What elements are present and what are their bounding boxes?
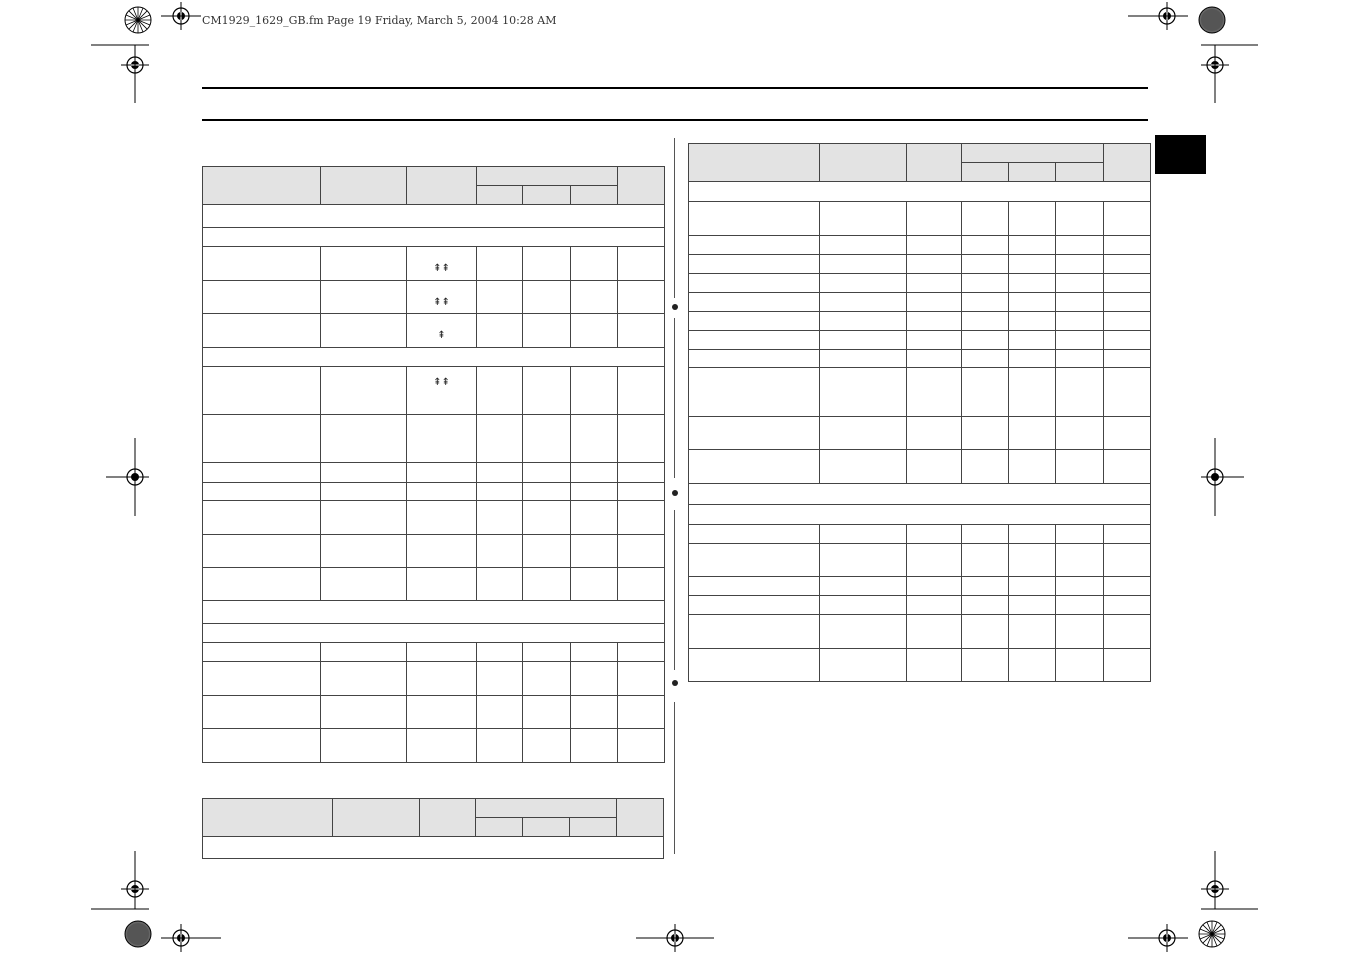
- table-row: [203, 568, 665, 601]
- table-row: [689, 450, 1151, 484]
- table-row: [689, 577, 1151, 596]
- header-cell: [321, 167, 407, 205]
- column-divider-upper: [674, 138, 675, 298]
- table-row: [203, 662, 665, 696]
- table-row: [689, 350, 1151, 368]
- header-cell-group: [477, 167, 618, 186]
- header-cell: [618, 167, 665, 205]
- header-cell: [203, 167, 321, 205]
- table-row: [689, 417, 1151, 450]
- section-row: [689, 182, 1151, 202]
- header-subcell: [477, 186, 523, 205]
- table-row: [689, 331, 1151, 350]
- column-divider-mid2: [674, 510, 675, 670]
- table-row: [689, 293, 1151, 312]
- right-cooking-table: [688, 143, 1151, 682]
- header-subcell: [523, 186, 571, 205]
- table-row: [203, 247, 665, 281]
- header-cell: [407, 167, 477, 205]
- table-row: [203, 483, 665, 501]
- table-row: [689, 368, 1151, 417]
- column-divider-lower: [674, 702, 675, 854]
- table-row: [689, 615, 1151, 649]
- table-row: [203, 501, 665, 535]
- left-cooking-table: [202, 166, 665, 763]
- table-row: [689, 255, 1151, 274]
- bullet-1: [672, 304, 678, 310]
- section-row: [203, 205, 665, 228]
- table-row: [203, 643, 665, 662]
- file-slug: CM1929_1629_GB.fm Page 19 Friday, March 5, 2004 10:28 AM: [202, 14, 557, 27]
- table-row: [689, 649, 1151, 682]
- table-row: [203, 535, 665, 568]
- accessory-symbol: ⇞⇞: [433, 263, 450, 274]
- table-row: [689, 202, 1151, 236]
- accessory-symbol: ⇞⇞: [433, 296, 450, 308]
- table-row: [203, 314, 665, 348]
- table-row: [689, 596, 1151, 615]
- bullet-3: [672, 680, 678, 686]
- second-rule: [202, 119, 1148, 121]
- table-row: [203, 729, 665, 763]
- table-row: [203, 367, 665, 415]
- section-row: [203, 601, 665, 624]
- table-row: [689, 525, 1151, 544]
- table-row: [203, 415, 665, 463]
- section-row: [203, 348, 665, 367]
- section-row: [689, 505, 1151, 525]
- column-divider-mid1: [674, 318, 675, 478]
- table-row: [203, 463, 665, 483]
- top-rule: [202, 87, 1148, 89]
- table-row: [203, 281, 665, 314]
- header-subcell: [571, 186, 618, 205]
- table-row: [689, 544, 1151, 577]
- table-row: [689, 312, 1151, 331]
- accessory-symbol: ⇞⇞: [433, 377, 450, 388]
- section-row: [689, 484, 1151, 505]
- section-row: [203, 837, 664, 859]
- left-lower-table: [202, 798, 664, 859]
- table-row: [689, 236, 1151, 255]
- bullet-2: [672, 490, 678, 496]
- section-row: [203, 228, 665, 247]
- table-row: [689, 274, 1151, 293]
- accessory-symbol: ⇞: [437, 330, 446, 341]
- table-row: [203, 696, 665, 729]
- section-row: [203, 624, 665, 643]
- thumb-tab: [1155, 135, 1206, 174]
